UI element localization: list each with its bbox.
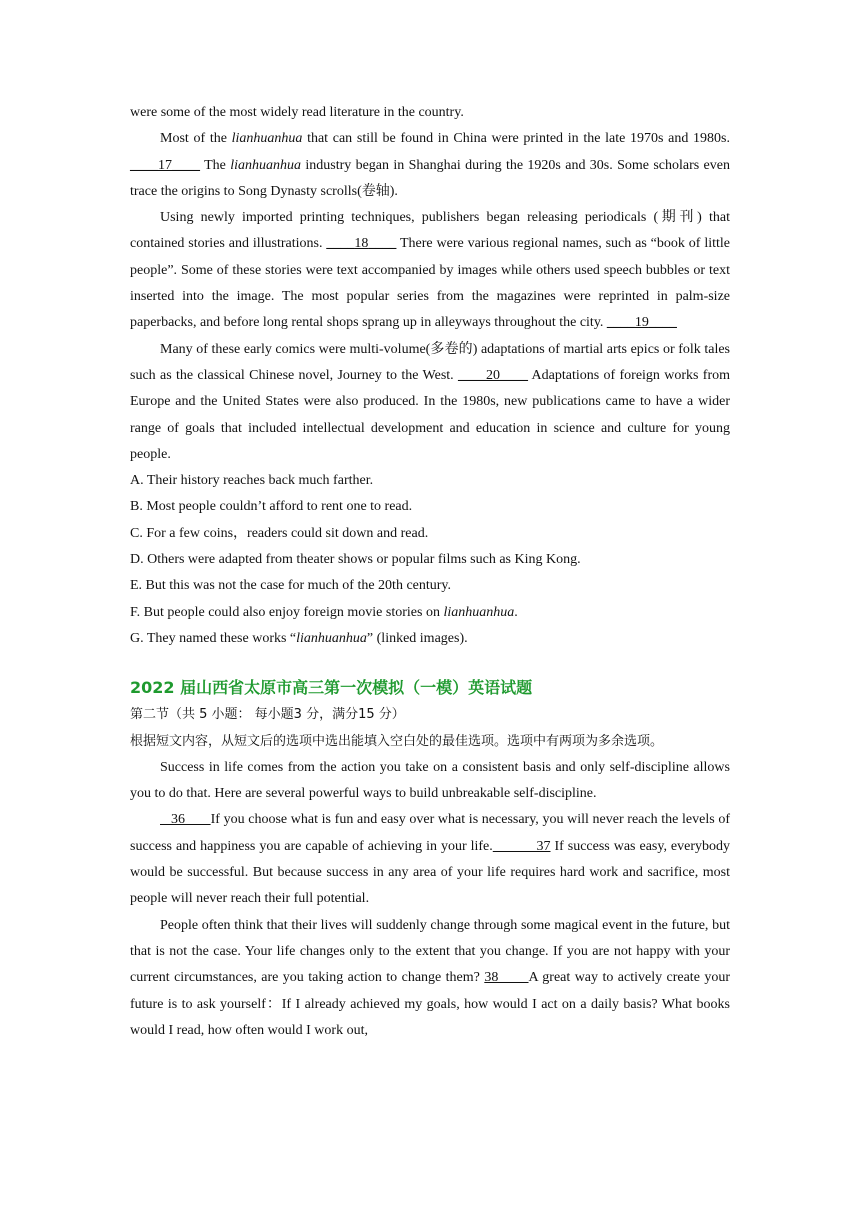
blank-38: 38 xyxy=(484,970,529,986)
paragraph xyxy=(130,205,730,336)
options-list xyxy=(130,468,730,652)
blank-19: ____19____ xyxy=(606,315,677,331)
text: The xyxy=(200,157,231,173)
text: If success was easy, everybody would be successful. But because success in any area of your life requires hard work and sacrifice, most people will never reach their full potential. xyxy=(130,838,731,907)
paragraph xyxy=(130,126,730,205)
text: If you choose what is fun and easy over what is necessary, you will never reach the levels of success and happiness you are capable of achieving in your life. xyxy=(130,812,731,854)
section-subheading: 第二节（共 5 小题： 每小题3 分，满分15 分） xyxy=(130,707,405,723)
text: There were various regional names, such as “book of little people”. Some of these stories were text accompanied by images while others used speech bubbles or text inserted into the image. The most popular series from the magazines were reprinted in palm-size paperbacks, and before long rental shops sprang up in alleyways throughout the city. xyxy=(130,236,730,331)
passage-line: were some of the most widely read literature in the country. xyxy=(130,105,464,120)
instruction: 根据短文内容，从短文后的选项中选出能填入空白处的最佳选项。选项中有两项为多余选项。 xyxy=(130,733,664,749)
blank-37: 37 xyxy=(492,838,551,854)
option-c: C. For a few coins，readers could sit down and read. xyxy=(130,525,429,541)
text: Many of these early comics were multi-volume(多卷的) adaptations of martial arts epics or folk tales such as the classical Chinese novel, Journey to the West. xyxy=(130,341,730,383)
option-d: D. Others were adapted from theater shows or popular films such as King Kong. xyxy=(130,552,581,568)
option-a: A. Their history reaches back much farther. xyxy=(130,473,374,489)
option-e: E. But this was not the case for much of the 20th century. xyxy=(130,578,452,594)
italic-term: lianhuanhua xyxy=(231,131,303,147)
paragraph xyxy=(130,807,730,912)
document-page xyxy=(130,100,730,1044)
text: People often think that their lives will suddenly change through some magical event in the future, but that is not the case. Your life changes only to the extent that you change. If you are not happy with your current circumstances, are you taking action to change them? xyxy=(130,917,730,986)
blank-18: ____18____ xyxy=(326,236,397,252)
text: Using newly imported printing techniques, publishers began releasing periodicals (期刊) that contained stories and illustrations. xyxy=(130,210,730,252)
italic-term: lianhuanhua xyxy=(230,157,301,173)
text: Adaptations of foreign works from Europe and the United States were also produced. In the 1980s, new publications came to have a wider range of goals that included intellectual development and education in science and culture for young people. xyxy=(130,367,730,462)
paragraph xyxy=(130,337,730,468)
blank-17: ____17____ xyxy=(130,157,200,173)
option-b: B. Most people couldn’t afford to rent one to read. xyxy=(130,499,413,515)
blank-20: ____20____ xyxy=(457,367,528,383)
text: Most of the xyxy=(160,131,232,147)
option-g: G. They named these works “lianhuanhua” (linked images). xyxy=(130,630,468,646)
text: that can still be found in China were printed in the late 1970s and 1980s. xyxy=(302,131,730,147)
paragraph xyxy=(130,913,730,1044)
text: industry began in Shanghai during the 1920s and 30s. Some scholars even trace the origins to Song Dynasty scrolls(卷轴). xyxy=(130,157,730,199)
text: A great way to actively create your future is to ask yourself：If I already achieved my goals, how would I act on a daily basis? What books would I read, how often would I work out, xyxy=(130,970,730,1038)
section-heading: 2022 届山西省太原市高三第一次模拟（一模）英语试题 xyxy=(130,678,533,698)
paragraph: Success in life comes from the action you take on a consistent basis and only self-discipline allows you to do that. Here are several powerful ways to build unbreakable self-discipline. xyxy=(130,759,730,802)
option-f: F. But people could also enjoy foreign movie stories on lianhuanhua. xyxy=(130,604,518,620)
blank-36: 36 xyxy=(160,812,211,828)
